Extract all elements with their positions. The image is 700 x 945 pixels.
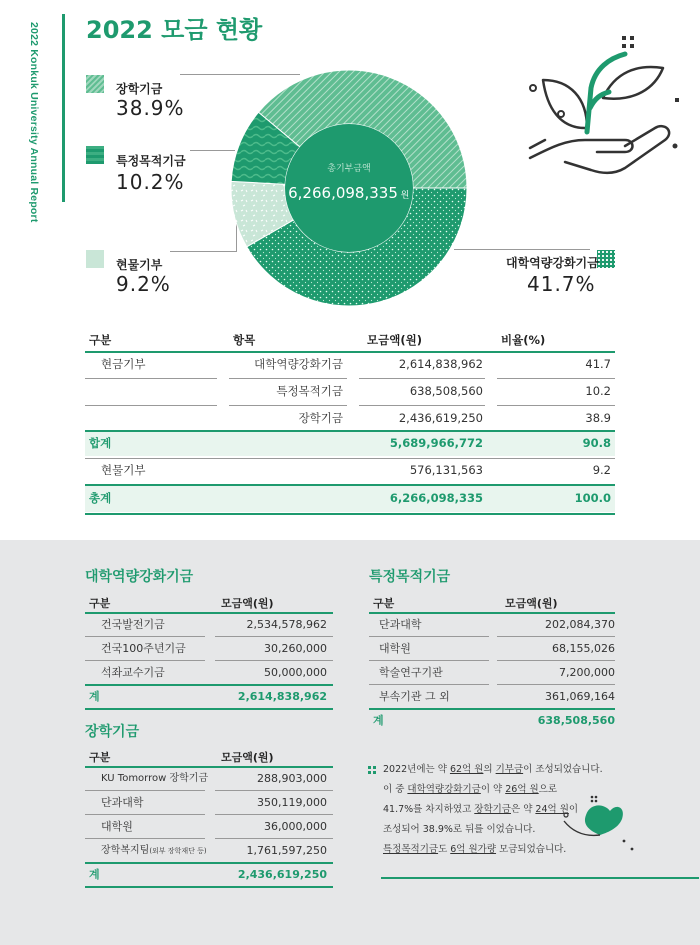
- row-amount: 2,436,619,250: [398, 411, 483, 425]
- total-amount: 6,266,098,335: [389, 491, 483, 505]
- strengthen-title: 대학역량강화기금: [85, 569, 194, 585]
- total-rule-bottom: [85, 513, 615, 515]
- row-name: 단과대학: [379, 618, 422, 631]
- plant-hand-icon: [525, 28, 700, 203]
- table-row: [369, 685, 615, 708]
- strengthen-table: [85, 592, 333, 704]
- row-amount: 350,119,000: [257, 796, 327, 809]
- header-amount: 모금액(원): [505, 597, 558, 610]
- header-category: 구분: [89, 751, 111, 764]
- scholarship-table: [85, 746, 333, 886]
- total-label: 총계: [89, 491, 112, 505]
- page-title: 2022 모금 현황: [86, 16, 263, 44]
- table-row: [85, 839, 333, 862]
- header-ratio: 비율(%): [501, 333, 546, 347]
- row-name: 건국발전기금: [101, 618, 165, 631]
- row-amount: 2,614,838,962: [398, 357, 483, 371]
- table-row: [85, 767, 333, 790]
- legend-inkind-pct: 9.2%: [116, 272, 171, 296]
- table-row: [85, 815, 333, 838]
- header-category: 구분: [89, 597, 111, 610]
- special-title: 특정목적기금: [369, 569, 451, 585]
- special-total-row: [369, 709, 615, 732]
- strengthen-total-row: [85, 685, 333, 708]
- inkind-row: [85, 459, 615, 482]
- row-name: 대학원: [101, 820, 133, 833]
- row-item: 특정목적기금: [276, 384, 343, 398]
- donut-center-label: 총기부금액: [327, 164, 371, 174]
- side-label: 2022 Konkuk University Annual Report: [28, 22, 40, 223]
- total-row: [85, 487, 615, 510]
- note-bullet-icon: [368, 766, 376, 774]
- row-amount: 30,260,000: [264, 642, 327, 655]
- table-row: [85, 407, 615, 430]
- swatch-strengthen: [597, 250, 615, 268]
- row-amount: 361,069,164: [545, 690, 615, 703]
- legend-scholarship-name: 장학기금: [116, 82, 163, 96]
- row-name: 단과대학: [101, 796, 144, 809]
- row-rule: [359, 405, 485, 406]
- row-amount: 1,761,597,250: [246, 844, 327, 857]
- table-row: [85, 380, 615, 403]
- total-amount: 2,614,838,962: [237, 690, 327, 703]
- header-item: 항목: [233, 333, 256, 347]
- row-ratio: 38.9: [585, 411, 611, 425]
- row-name-sub: (외부 장학재단 등): [149, 847, 207, 855]
- row-rule: [359, 378, 485, 379]
- donut-chart: [229, 68, 469, 308]
- row-amount: 2,534,578,962: [246, 618, 327, 631]
- note-underline: [381, 877, 699, 879]
- table-row: [85, 637, 333, 660]
- row-rule: [497, 405, 615, 406]
- row-ratio: 10.2: [585, 384, 611, 398]
- header-amount: 모금액(원): [367, 333, 422, 347]
- subtotal-amount: 5,689,966,772: [389, 436, 483, 450]
- swatch-scholarship: [86, 75, 104, 93]
- donut-center-value: 6,266,098,335: [288, 184, 398, 202]
- leader-strengthen: [454, 249, 590, 250]
- total-rule-bottom: [85, 886, 333, 888]
- swatch-inkind: [86, 250, 104, 268]
- legend-special-pct: 10.2%: [116, 170, 185, 194]
- scholarship-title: 장학기금: [85, 724, 140, 740]
- legend-strengthen-pct: 41.7%: [527, 272, 596, 296]
- bottom-section: [0, 540, 700, 945]
- row-name: 석좌교수기금: [101, 666, 165, 679]
- total-amount: 638,508,560: [537, 714, 615, 727]
- row-amount: 50,000,000: [264, 666, 327, 679]
- header-amount: 모금액(원): [221, 751, 274, 764]
- legend-special-name: 특정목적기금: [116, 154, 186, 168]
- legend-inkind-name: 현물기부: [116, 258, 163, 272]
- total-ratio: 100.0: [574, 491, 611, 505]
- legend-strengthen-name: 대학역량강화기금: [506, 256, 599, 270]
- main-table: [85, 329, 615, 519]
- subtotal-ratio: 90.8: [582, 436, 611, 450]
- inkind-label: 현물기부: [101, 463, 146, 477]
- row-amount: 36,000,000: [264, 820, 327, 833]
- row-rule: [85, 378, 217, 379]
- table-row: [369, 613, 615, 636]
- table-row: [369, 637, 615, 660]
- row-rule: [497, 378, 615, 379]
- row-amount: 68,155,026: [552, 642, 615, 655]
- special-table: [369, 592, 615, 728]
- row-rule: [85, 405, 217, 406]
- row-rule: [229, 378, 347, 379]
- note-line: 특정목적기금도 6억 원가량 모금되었습니다.: [383, 844, 567, 855]
- total-label: 계: [89, 868, 100, 881]
- row-name: [101, 839, 207, 863]
- row-name: 대학원: [379, 642, 411, 655]
- leader-inkind: [170, 251, 236, 252]
- row-item: 대학역량강화기금: [254, 357, 343, 371]
- total-label: 계: [89, 690, 100, 703]
- total-label: 계: [373, 714, 384, 727]
- scholarship-total-row: [85, 863, 333, 886]
- table-row: [85, 791, 333, 814]
- row-amount: 202,084,370: [545, 618, 615, 631]
- header-amount: 모금액(원): [221, 597, 274, 610]
- row-rule: [229, 405, 347, 406]
- row-name: 학술연구기관: [379, 666, 443, 679]
- donut-center-unit: 원: [400, 191, 410, 201]
- note-line: 이 중 대학역량강화기금이 약 26억 원으로: [383, 784, 558, 795]
- table-row: [85, 613, 333, 636]
- table-row: [85, 353, 615, 376]
- subtotal-row: [85, 432, 615, 455]
- row-category: 현금기부: [101, 357, 146, 371]
- bird-heart-icon: [560, 785, 640, 855]
- row-name: KU Tomorrow 장학기금: [101, 773, 209, 784]
- main-table-header: [85, 329, 615, 352]
- inkind-amount: 576,131,563: [409, 463, 483, 477]
- side-bar: [62, 14, 65, 202]
- row-name: 부속기관 그 외: [379, 690, 450, 703]
- row-amount: 638,508,560: [409, 384, 483, 398]
- total-amount: 2,436,619,250: [237, 868, 327, 881]
- row-amount: 288,903,000: [257, 772, 327, 785]
- header-category: 구분: [373, 597, 395, 610]
- swatch-special: [86, 146, 104, 164]
- row-ratio: 41.7: [585, 357, 611, 371]
- legend-scholarship-pct: 38.9%: [116, 96, 185, 120]
- table-row: [369, 661, 615, 684]
- row-item: 장학기금: [298, 411, 343, 425]
- total-rule-bottom: [85, 708, 333, 710]
- row-name-main: 장학복지팀: [101, 845, 150, 856]
- row-name: 건국100주년기금: [101, 642, 186, 655]
- note-line: 41.7%를 차지하였고 장학기금은 약 24억 원이: [383, 804, 579, 815]
- note-line: 조성되어 38.9%로 뒤를 이었습니다.: [383, 824, 536, 835]
- header-category: 구분: [89, 333, 112, 347]
- row-amount: 7,200,000: [559, 666, 615, 679]
- inkind-ratio: 9.2: [592, 463, 611, 477]
- subtotal-label: 합계: [89, 436, 112, 450]
- note-line: 2022년에는 약 62억 원의 기부금이 조성되었습니다.: [383, 764, 603, 775]
- table-row: [85, 661, 333, 684]
